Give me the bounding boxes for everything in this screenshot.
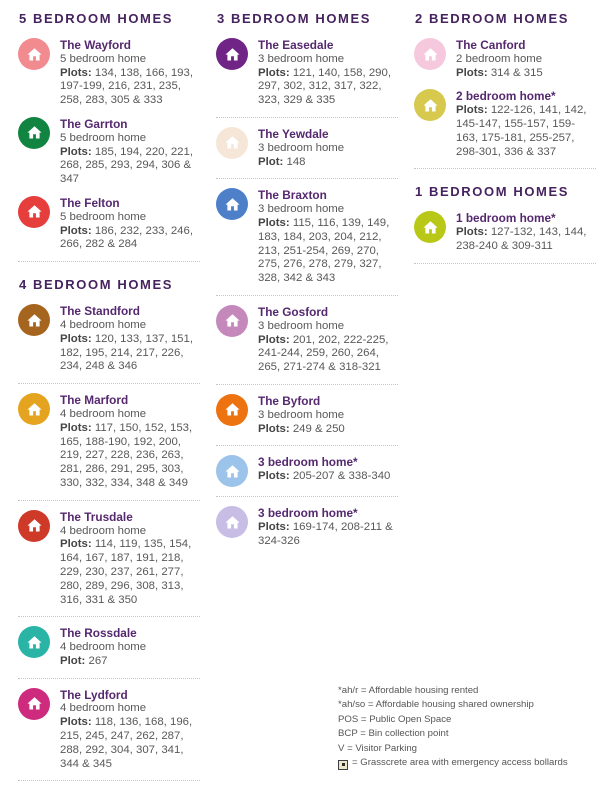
home-name: The Marford [60, 393, 129, 408]
legend-entry [18, 117, 200, 187]
plots-values: 314 & 315 [490, 66, 543, 79]
house-icon [216, 127, 248, 159]
home-type: 4 bedroom home [60, 407, 147, 420]
divider [18, 616, 200, 617]
plots-values: 134, 138, 166, 193, 197-199, 216, 231, 235, 258, 283, 305 & 333 [60, 66, 194, 107]
entry-text [258, 394, 398, 436]
plots-label: Plot: [60, 654, 86, 667]
divider [18, 383, 200, 384]
divider [414, 168, 596, 169]
house-icon [414, 211, 446, 243]
home-type: 3 bedroom home [258, 203, 345, 216]
home-type: 3 bedroom home [258, 408, 345, 421]
plots-values: 117, 150, 152, 153, 165, 188-190, 192, 200, 219, 227, 228, 236, 263, 281, 286, 291, 295, 303, 330, 332, 334, 348 & 349 [60, 421, 193, 489]
divider [18, 261, 200, 262]
entry-text [60, 304, 200, 374]
legend-entry [414, 211, 596, 253]
plots-line [60, 333, 200, 374]
home-type: 3 bedroom home [258, 141, 345, 154]
home-name: 1 bedroom home* [456, 211, 556, 226]
plots-line [60, 225, 200, 253]
plots-line [60, 716, 200, 771]
plots-values: 127-132, 143, 144, 238-240 & 309-311 [456, 226, 587, 252]
plots-line [258, 156, 398, 170]
legend-entry [216, 188, 398, 286]
home-name: 3 bedroom home* [258, 455, 358, 470]
plots-values: 118, 136, 168, 196, 215, 245, 247, 262, 287, 288, 292, 304, 307, 341, 344 & 345 [60, 716, 193, 770]
plots-label: Plots: [456, 66, 488, 79]
home-type: 4 bedroom home [60, 702, 147, 715]
legend-entry [216, 394, 398, 436]
divider [216, 117, 398, 118]
plots-values: 249 & 250 [292, 422, 345, 435]
house-icon [18, 304, 50, 336]
home-name: The Felton [60, 195, 120, 210]
plots-values: 121, 140, 158, 290, 297, 302, 312, 317, 322, 323, 329 & 335 [258, 66, 392, 107]
divider [216, 295, 398, 296]
plots-values: 122-126, 141, 142, 145-147, 155-157, 159-163, 175-181, 255-257, 298-301, 336 & 337 [456, 104, 587, 158]
home-type: 4 bedroom home [60, 318, 147, 331]
home-name: The Garrton [60, 116, 128, 131]
plots-label: Plots: [60, 538, 92, 551]
plots-values: 267 [88, 654, 108, 667]
home-name: The Wayford [60, 38, 132, 52]
home-type: 3 bedroom home [258, 319, 345, 332]
house-icon [414, 38, 446, 70]
entry-text [258, 506, 398, 548]
footnote-visitor-parking: V = Visitor Parking [338, 742, 418, 754]
plots-label: Plots: [60, 224, 92, 237]
footnote-bcp: BCP = Bin collection point [338, 728, 449, 740]
home-type: 5 bedroom home [60, 52, 147, 65]
divider [18, 780, 200, 781]
plots-label: Plots: [60, 421, 92, 434]
legend-entry [18, 38, 200, 108]
section-heading: 3 BEDROOM HOMES [217, 11, 372, 26]
entry-text [60, 393, 200, 491]
home-name: The Byford [258, 393, 321, 408]
home-name: The Easedale [258, 38, 334, 52]
legend-entry [18, 688, 200, 772]
footnote-pos: POS = Public Open Space [338, 713, 452, 725]
plots-line [258, 217, 398, 286]
home-type: 4 bedroom home [60, 524, 147, 537]
plots-line [60, 538, 200, 607]
legend-entry [18, 626, 200, 668]
plots-line [258, 334, 398, 375]
entry-text [258, 188, 398, 286]
footnote-affordable-rented: *ah/r = Affordable housing rented [338, 685, 479, 696]
plots-line [258, 470, 398, 484]
home-type: 4 bedroom home [60, 641, 147, 654]
home-name: 3 bedroom home* [258, 506, 358, 521]
divider [18, 500, 200, 501]
plots-line [258, 67, 398, 108]
legend-entry [414, 89, 596, 159]
legend-entry [18, 304, 200, 374]
legend-entry [216, 455, 398, 487]
plots-line [60, 655, 200, 669]
divider [216, 384, 398, 385]
house-icon [216, 305, 248, 337]
footnotes [338, 684, 594, 770]
home-type: 2 bedroom home [456, 52, 543, 65]
legend-entry [216, 506, 398, 548]
plots-values: 148 [286, 155, 306, 168]
plots-values: 186, 232, 233, 246, 266, 282 & 284 [60, 224, 194, 251]
legend-entry [18, 196, 200, 252]
plots-values: 205-207 & 338-340 [292, 470, 391, 483]
home-name: The Braxton [258, 188, 327, 203]
plots-values: 201, 202, 222-225, 241-244, 259, 260, 264, 265, 271-274 & 318-321 [258, 333, 389, 374]
house-icon [18, 626, 50, 658]
section-heading: 5 BEDROOM HOMES [19, 11, 174, 26]
plots-line [60, 146, 200, 187]
footnote-grasscrete [338, 756, 594, 770]
home-name: The Standford [60, 304, 140, 319]
plots-label: Plots: [258, 216, 290, 229]
entry-text [456, 211, 596, 253]
divider [414, 263, 596, 264]
divider [18, 678, 200, 679]
home-name: The Yewdale [258, 126, 329, 141]
entry-text [60, 38, 200, 108]
legend-entry [216, 127, 398, 169]
home-name: The Gosford [258, 304, 329, 319]
column-2-and-1-bedroom [414, 12, 596, 273]
plots-label: Plots: [258, 333, 290, 346]
footnote-grasscrete-text: = Grasscrete area with emergency access bollards [352, 757, 568, 769]
plots-label: Plots: [456, 104, 488, 117]
entry-text [60, 626, 200, 668]
entry-text [456, 38, 596, 80]
plots-label: Plots: [258, 521, 290, 534]
house-icon [216, 38, 248, 70]
house-icon [216, 506, 248, 538]
house-icon [18, 688, 50, 720]
home-type: 3 bedroom home [258, 52, 345, 65]
plots-label: Plots: [60, 145, 92, 158]
section-heading: 2 BEDROOM HOMES [415, 11, 570, 26]
plots-line [456, 226, 596, 254]
plots-line [456, 67, 596, 81]
house-icon [216, 394, 248, 426]
home-type: 5 bedroom home [60, 131, 147, 144]
house-icon [18, 393, 50, 425]
entry-text [258, 127, 398, 169]
column-3-bedroom [216, 12, 398, 558]
entry-text [456, 89, 596, 159]
plots-line [456, 104, 596, 159]
entry-text [60, 510, 200, 608]
divider [216, 178, 398, 179]
plots-label: Plots: [60, 716, 92, 729]
entry-text [258, 305, 398, 375]
entry-text [258, 38, 398, 108]
entry-text [60, 117, 200, 187]
home-name: The Canford [456, 38, 526, 52]
house-icon [216, 188, 248, 220]
grasscrete-square-icon [338, 760, 348, 770]
grasscrete-dot [342, 763, 345, 766]
home-name: The Trusdale [60, 509, 133, 524]
home-name: The Rossdale [60, 626, 137, 641]
entry-text [60, 688, 200, 772]
entry-text [258, 455, 398, 487]
house-icon [18, 196, 50, 228]
plots-label: Plots: [60, 332, 92, 345]
plots-line [258, 521, 398, 549]
home-type: 5 bedroom home [60, 210, 147, 223]
house-icon [18, 117, 50, 149]
legend-entry [216, 305, 398, 375]
legend-entry [18, 393, 200, 491]
plots-values: 169-174, 208-211 & 324-326 [258, 521, 393, 547]
entry-text [60, 196, 200, 252]
plots-line [60, 67, 200, 108]
legend-entry [414, 38, 596, 80]
column-5-and-4-bedroom [18, 12, 200, 790]
house-icon [18, 510, 50, 542]
footnote-affordable-shared: *ah/so = Affordable housing shared ownership [338, 699, 534, 711]
plots-line [60, 422, 200, 491]
home-name: The Lydford [60, 687, 128, 702]
plots-label: Plots: [258, 422, 290, 435]
section-heading: 1 BEDROOM HOMES [415, 184, 570, 200]
legend-entry [216, 38, 398, 108]
house-icon [414, 89, 446, 121]
house-icon [18, 38, 50, 70]
divider [216, 496, 398, 497]
home-name: 2 bedroom home* [456, 89, 556, 104]
plots-values: 120, 133, 137, 151, 182, 195, 214, 217, 226, 234, 248 & 346 [60, 332, 194, 373]
plots-line [258, 423, 398, 437]
house-icon [216, 455, 248, 487]
plots-label: Plots: [456, 226, 488, 239]
plots-values: 115, 116, 139, 149, 183, 184, 203, 204, 212, 213, 251-254, 269, 270, 275, 276, 278, 279, 327, 328, 342 & 343 [258, 216, 390, 285]
plots-label: Plots: [60, 66, 92, 79]
section-heading: 4 BEDROOM HOMES [19, 277, 174, 293]
plots-values: 114, 119, 135, 154, 164, 167, 187, 191, 218, 229, 230, 237, 261, 277, 280, 289, 296, 308, 313, 316, 331 & 350 [60, 538, 192, 606]
divider [216, 445, 398, 446]
plots-label: Plots: [258, 66, 290, 79]
legend-entry [18, 510, 200, 608]
plots-values: 185, 194, 220, 221, 268, 285, 293, 294, 306 & 347 [60, 145, 194, 186]
plots-label: Plot: [258, 155, 284, 168]
plots-label: Plots: [258, 470, 290, 483]
